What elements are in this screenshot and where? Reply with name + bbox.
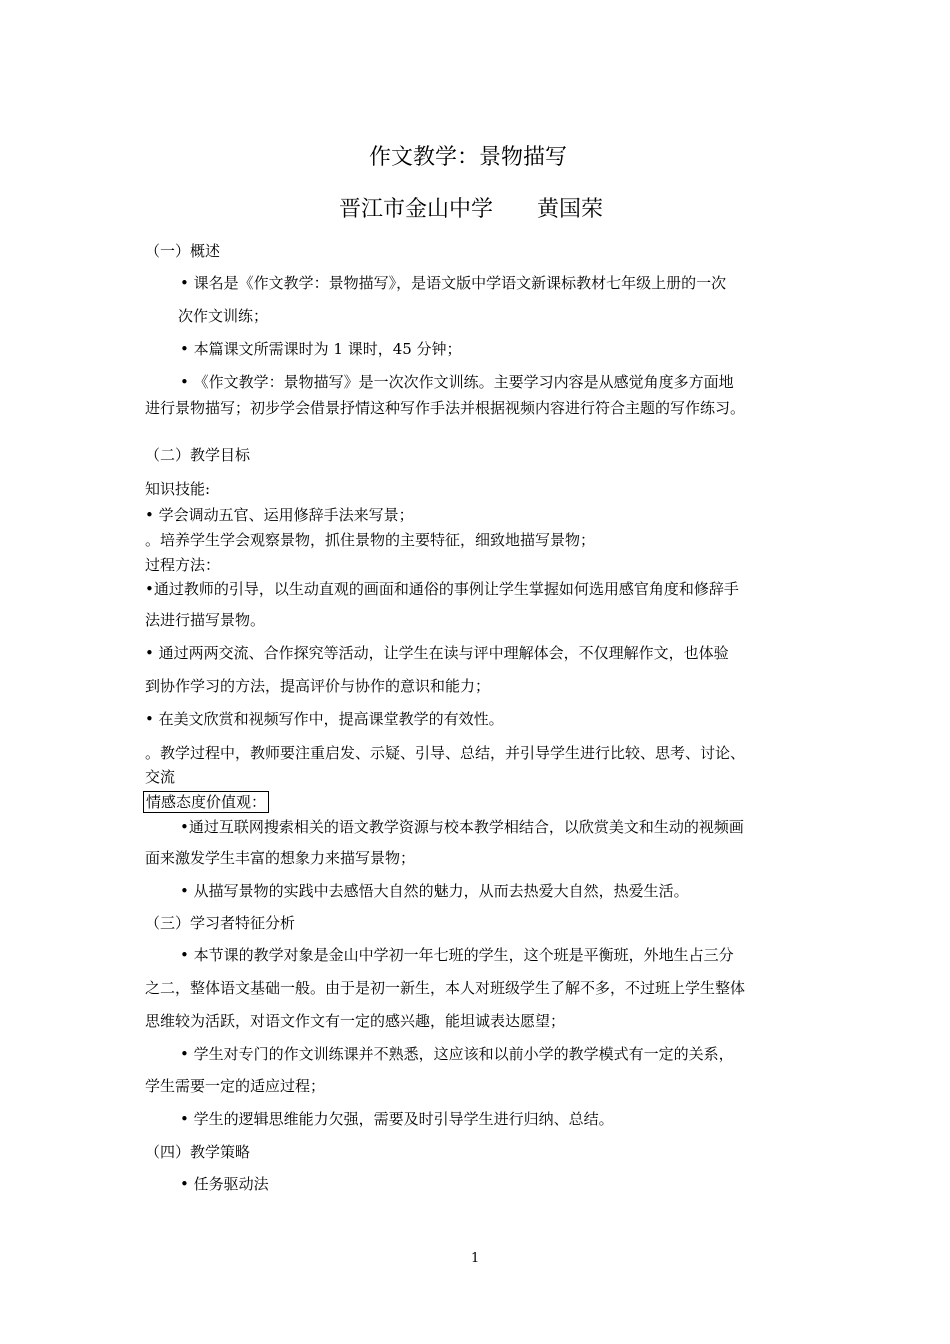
strategy-bullet-1: • 任务驱动法 bbox=[180, 1175, 269, 1193]
emotion-attitude-label: 情感态度价值观： bbox=[143, 791, 269, 813]
section-heading-learner-analysis: （三）学习者特征分析 bbox=[145, 914, 296, 932]
school-author-line: 晋江市金山中学 黄国荣 bbox=[339, 197, 604, 222]
process-item-1-line-2: 法进行描写景物。 bbox=[145, 611, 266, 629]
learner-bullet-2-line-1: • 学生对专门的作文训练课并不熟悉，这应该和以前小学的教学模式有一定的关系， bbox=[180, 1045, 734, 1063]
process-item-1-line-1: •通过教师的引导，以生动直观的画面和通俗的事例让学生掌握如何选用感官角度和修辞手 bbox=[145, 580, 739, 598]
knowledge-item-1: • 学会调动五官、运用修辞手法来写景； bbox=[145, 506, 414, 524]
emotion-item-1-line-2: 面来激发学生丰富的想象力来描写景物； bbox=[145, 849, 416, 867]
knowledge-skills-label: 知识技能: bbox=[145, 480, 211, 498]
learner-bullet-1-line-1: • 本节课的教学对象是金山中学初一年七班的学生，这个班是平衡班，外地生占三分 bbox=[180, 946, 734, 964]
overview-bullet-3-line-1: • 《作文教学：景物描写》是一次次作文训练。主要学习内容是从感觉角度多方面地 bbox=[180, 373, 734, 391]
section-heading-overview: （一）概述 bbox=[145, 242, 221, 260]
process-item-4-line-2: 交流 bbox=[145, 768, 176, 786]
learner-bullet-1-line-3: 思维较为活跃，对语文作文有一定的感兴趣，能坦诚表达愿望； bbox=[145, 1012, 566, 1030]
overview-bullet-2: • 本篇课文所需课时为 1 课时，45 分钟； bbox=[180, 340, 462, 358]
overview-bullet-3-line-2: 进行景物描写；初步学会借景抒情这种写作手法并根据视频内容进行符合主题的写作练习。 bbox=[145, 399, 746, 417]
page-number: 1 bbox=[471, 1251, 480, 1266]
emotion-item-1-line-1: •通过互联网搜索相关的语文教学资源与校本教学相结合，以欣赏美文和生动的视频画 bbox=[180, 818, 744, 836]
process-item-2-line-1: • 通过两两交流、合作探究等活动，让学生在读与评中理解体会，不仅理解作文，也体验 bbox=[145, 644, 729, 662]
process-item-2-line-2: 到协作学习的方法，提高评价与协作的意识和能力； bbox=[145, 677, 491, 695]
section-heading-strategy: （四）教学策略 bbox=[145, 1143, 251, 1161]
process-methods-label: 过程方法： bbox=[145, 556, 221, 574]
knowledge-item-2: 。培养学生学会观察景物，抓住景物的主要特征，细致地描写景物； bbox=[145, 531, 596, 549]
process-item-4-line-1: 。教学过程中，教师要注重启发、示疑、引导、总结，并引导学生进行比较、思考、讨论、 bbox=[145, 744, 746, 762]
process-item-3: • 在美文欣赏和视频写作中，提高课堂教学的有效性。 bbox=[145, 710, 504, 728]
learner-bullet-3: • 学生的逻辑思维能力欠强，需要及时引导学生进行归纳、总结。 bbox=[180, 1110, 614, 1128]
learner-bullet-2-line-2: 学生需要一定的适应过程； bbox=[145, 1077, 326, 1095]
overview-bullet-1-line-2: 次作文训练； bbox=[178, 307, 269, 325]
section-heading-objectives: （二）教学目标 bbox=[145, 446, 251, 464]
emotion-item-2: • 从描写景物的实践中去感悟大自然的魅力，从而去热爱大自然，热爱生活。 bbox=[180, 882, 689, 900]
document-title: 作文教学：景物描写 bbox=[369, 145, 568, 170]
learner-bullet-1-line-2: 之二，整体语文基础一般。由于是初一新生，本人对班级学生了解不多，不过班上学生整体 bbox=[145, 979, 746, 997]
overview-bullet-1-line-1: • 课名是《作文教学：景物描写》，是语文版中学语文新课标教材七年级上册的一次 bbox=[180, 274, 727, 292]
